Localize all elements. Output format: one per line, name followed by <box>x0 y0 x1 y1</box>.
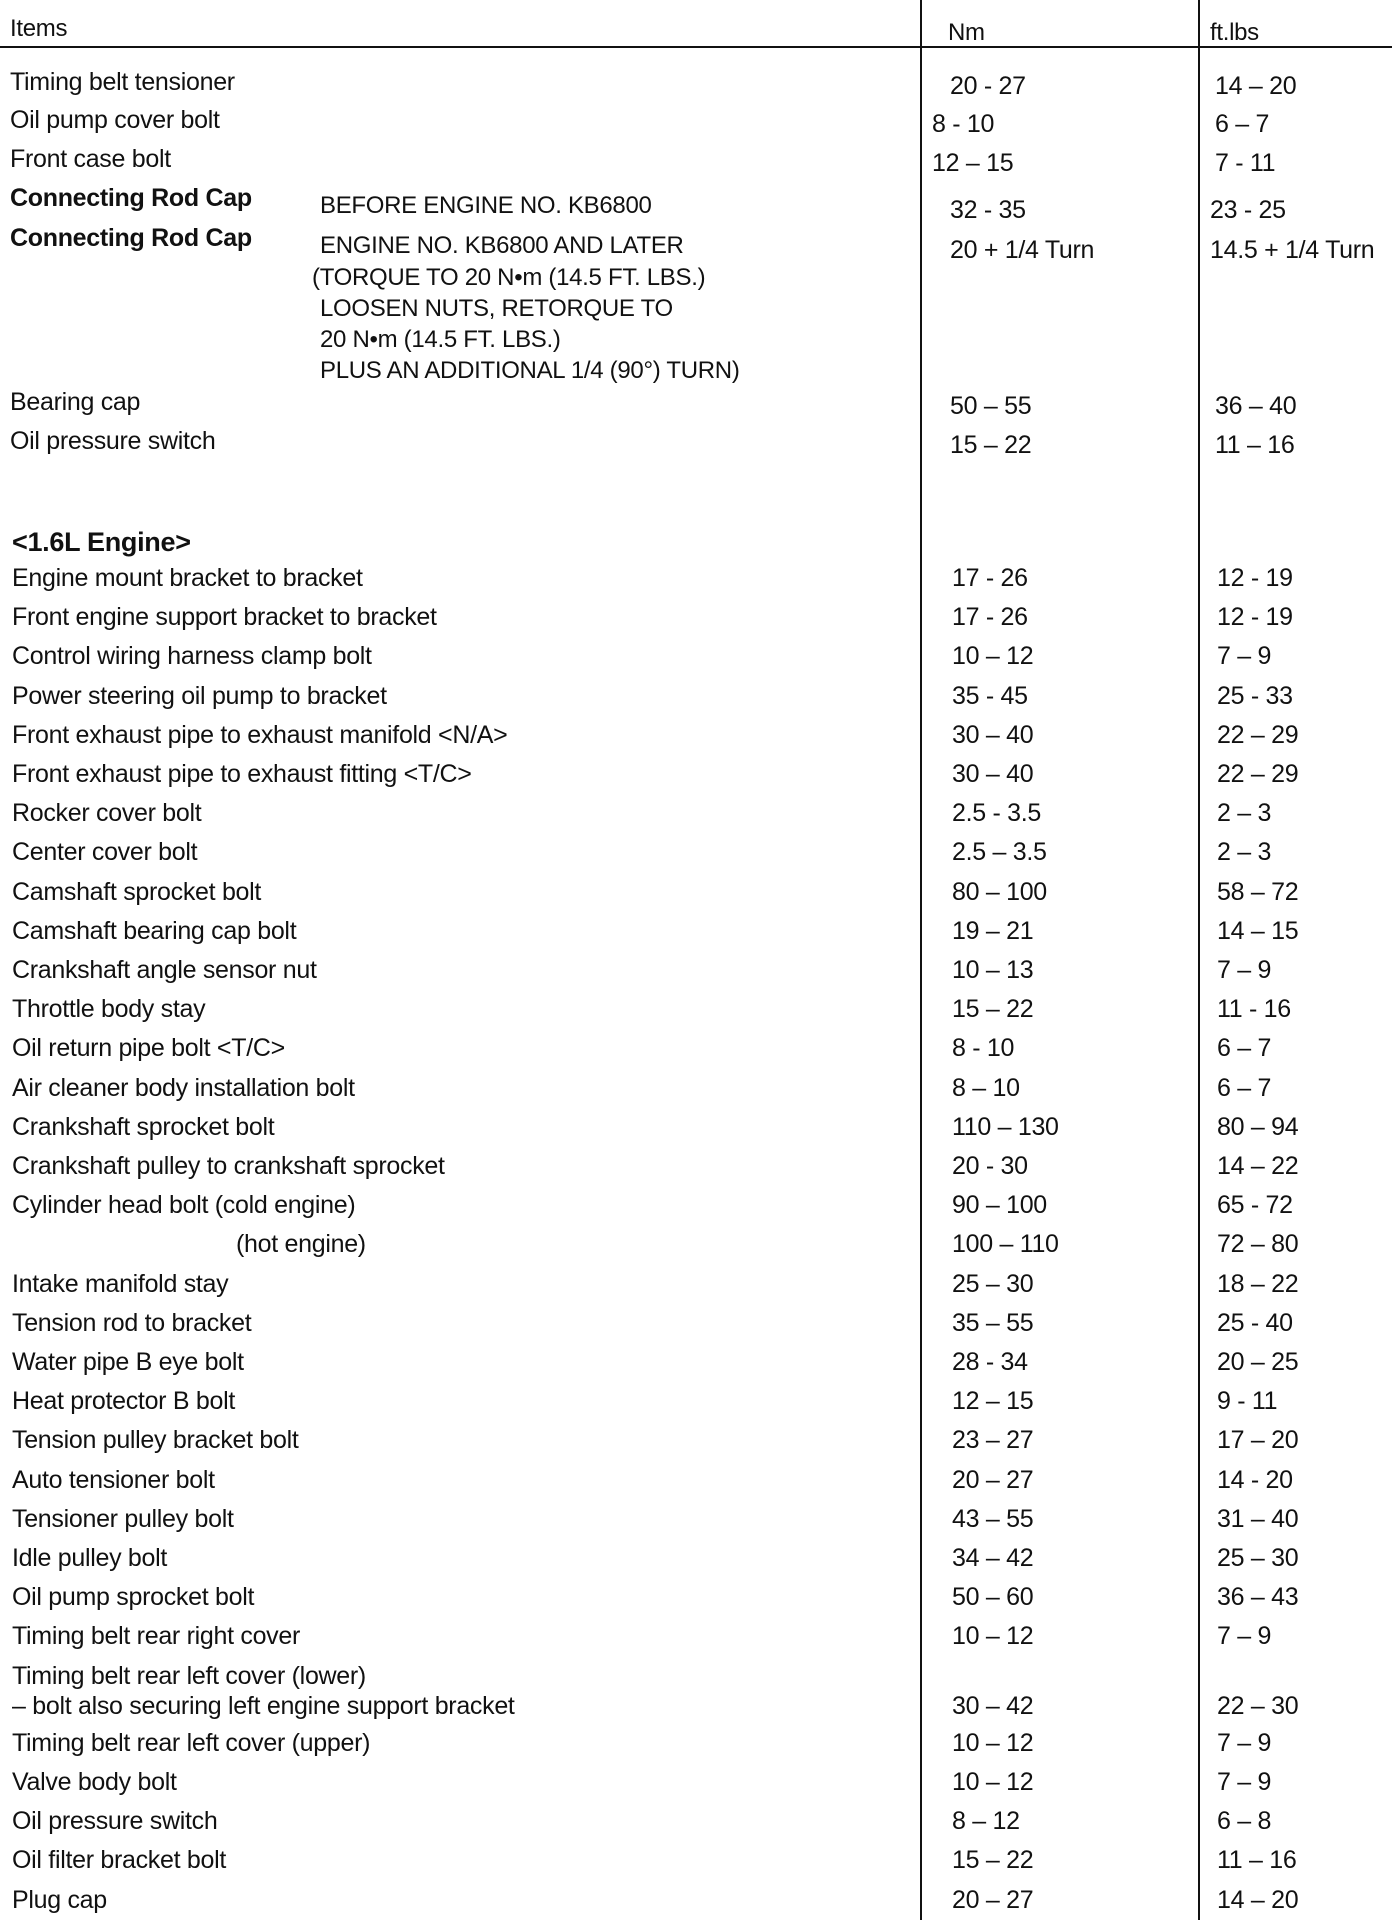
item-label: Connecting Rod Cap <box>10 184 252 212</box>
nm-value: 12 – 15 <box>952 1387 1034 1416</box>
nm-value: 17 - 26 <box>952 603 1028 632</box>
ftlbs-value: 14 – 22 <box>1217 1152 1299 1180</box>
ftlbs-value: 11 – 16 <box>1217 1846 1297 1875</box>
procedure-note: PLUS AN ADDITIONAL 1/4 (90°) TURN) <box>320 357 740 384</box>
nm-value: 8 - 10 <box>932 110 995 138</box>
item-label: Timing belt tensioner <box>10 68 235 96</box>
ftlbs-value: 14 – 20 <box>1215 72 1297 100</box>
item-label: Oil pump cover bolt <box>10 106 220 134</box>
nm-value: 15 – 22 <box>950 431 1032 459</box>
item-label: Cylinder head bolt (cold engine) <box>12 1191 356 1220</box>
ftlbs-value: 36 – 43 <box>1217 1583 1299 1612</box>
item-label: Camshaft sprocket bolt <box>12 877 262 906</box>
item-label: Center cover bolt <box>12 838 198 867</box>
item-label: Timing belt rear right cover <box>12 1622 300 1651</box>
item-label: Camshaft bearing cap bolt <box>12 916 297 945</box>
nm-value: 20 – 27 <box>952 1465 1034 1494</box>
nm-value: 10 – 12 <box>952 642 1034 671</box>
item-label: Crankshaft pulley to crankshaft sprocket <box>12 1152 445 1180</box>
item-label: Water pipe B eye bolt <box>12 1348 244 1376</box>
ftlbs-value: 6 – 7 <box>1215 110 1270 138</box>
nm-value: 90 – 100 <box>952 1191 1047 1220</box>
ftlbs-value: 9 - 11 <box>1217 1387 1278 1416</box>
item-label: Crankshaft sprocket bolt <box>12 1112 275 1141</box>
ftlbs-value: 14 - 20 <box>1217 1465 1293 1494</box>
ftlbs-value: 18 – 22 <box>1217 1269 1299 1298</box>
item-label: Auto tensioner bolt <box>12 1465 215 1494</box>
nm-value: 20 - 27 <box>950 72 1026 100</box>
item-label: Oil pressure switch <box>10 427 216 455</box>
ftlbs-value: 6 – 8 <box>1217 1807 1272 1836</box>
item-label-continued: – bolt also securing left engine support bracket <box>12 1691 515 1720</box>
nm-value: 2.5 - 3.5 <box>952 799 1042 828</box>
ftlbs-value: 7 - 11 <box>1215 149 1276 177</box>
ftlbs-value: 25 - 40 <box>1217 1308 1293 1337</box>
nm-value: 35 - 45 <box>952 681 1028 710</box>
ftlbs-value: 25 - 33 <box>1217 681 1293 710</box>
nm-value: 2.5 – 3.5 <box>952 838 1047 867</box>
header-nm: Nm <box>948 19 985 46</box>
nm-value: 110 – 130 <box>952 1112 1059 1141</box>
ftlbs-value: 22 – 29 <box>1217 720 1299 749</box>
ftlbs-value: 11 – 16 <box>1215 431 1295 459</box>
item-label: Tensioner pulley bolt <box>12 1504 234 1533</box>
header-items: Items <box>10 15 68 42</box>
ftlbs-value: 22 – 29 <box>1217 760 1299 788</box>
ftlbs-value: 72 – 80 <box>1217 1230 1299 1259</box>
item-label: Connecting Rod Cap <box>10 224 252 252</box>
ftlbs-value: 65 - 72 <box>1217 1191 1293 1220</box>
procedure-note: 20 N•m (14.5 FT. LBS.) <box>320 326 561 353</box>
nm-value: 17 - 26 <box>952 564 1028 592</box>
engine-number-note: ENGINE NO. KB6800 AND LATER <box>320 232 684 259</box>
item-label: Timing belt rear left cover (upper) <box>12 1728 371 1757</box>
nm-value: 43 – 55 <box>952 1504 1034 1533</box>
ftlbs-value: 23 - 25 <box>1210 196 1286 224</box>
item-label: Oil filter bracket bolt <box>12 1846 227 1875</box>
item-label: Oil pressure switch <box>12 1807 218 1836</box>
nm-value: 25 – 30 <box>952 1269 1034 1298</box>
ftlbs-value: 14.5 + 1/4 Turn <box>1210 236 1375 264</box>
header-ftlbs: ft.lbs <box>1210 19 1259 46</box>
ftlbs-value: 36 – 40 <box>1215 392 1297 420</box>
ftlbs-value: 2 – 3 <box>1217 838 1272 867</box>
ftlbs-value: 11 - 16 <box>1217 995 1291 1024</box>
nm-value: 35 – 55 <box>952 1308 1034 1337</box>
item-label: Valve body bolt <box>12 1768 177 1796</box>
ftlbs-value: 17 – 20 <box>1217 1426 1299 1455</box>
nm-value: 30 – 40 <box>952 760 1034 788</box>
nm-value: 8 – 12 <box>952 1807 1020 1836</box>
nm-value: 32 - 35 <box>950 196 1026 224</box>
item-label: Power steering oil pump to bracket <box>12 681 387 710</box>
engine-number-note: BEFORE ENGINE NO. KB6800 <box>320 192 652 219</box>
nm-value: 20 - 30 <box>952 1152 1028 1180</box>
item-label: Tension rod to bracket <box>12 1308 252 1337</box>
item-label: Bearing cap <box>10 388 141 416</box>
ftlbs-value: 7 – 9 <box>1217 642 1272 671</box>
item-label: Plug cap <box>12 1885 107 1914</box>
nm-value: 8 - 10 <box>952 1034 1015 1063</box>
item-label: Timing belt rear left cover (lower) <box>12 1661 366 1690</box>
nm-value: 12 – 15 <box>932 149 1014 177</box>
procedure-note: LOOSEN NUTS, RETORQUE TO <box>320 295 673 322</box>
nm-value: 20 – 27 <box>952 1885 1034 1914</box>
item-label: Oil return pipe bolt <T/C> <box>12 1034 285 1063</box>
nm-value: 19 – 21 <box>952 916 1034 945</box>
ftlbs-value: 14 – 20 <box>1217 1885 1299 1914</box>
item-label: Crankshaft angle sensor nut <box>12 956 317 984</box>
nm-value: 30 – 42 <box>952 1691 1034 1720</box>
nm-value: 10 – 12 <box>952 1768 1034 1796</box>
nm-value: 100 – 110 <box>952 1230 1059 1259</box>
item-label: Intake manifold stay <box>12 1269 229 1298</box>
ftlbs-value: 14 – 15 <box>1217 916 1299 945</box>
item-label: Front case bolt <box>10 145 171 173</box>
item-label: Tension pulley bracket bolt <box>12 1426 299 1455</box>
item-label: Oil pump sprocket bolt <box>12 1583 255 1612</box>
item-label: Front exhaust pipe to exhaust fitting <T/C> <box>12 760 472 788</box>
ftlbs-value: 2 – 3 <box>1217 799 1272 828</box>
ftlbs-value: 12 - 19 <box>1217 564 1293 592</box>
ftlbs-value: 22 – 30 <box>1217 1691 1299 1720</box>
nm-value: 23 – 27 <box>952 1426 1034 1455</box>
ftlbs-value: 12 - 19 <box>1217 603 1293 632</box>
item-label: (hot engine) <box>236 1230 366 1259</box>
ftlbs-value: 80 – 94 <box>1217 1112 1299 1141</box>
ftlbs-value: 7 – 9 <box>1217 1622 1272 1651</box>
item-label: Heat protector B bolt <box>12 1387 235 1416</box>
nm-value: 10 – 13 <box>952 956 1034 984</box>
ftlbs-value: 7 – 9 <box>1217 1728 1272 1757</box>
procedure-note: (TORQUE TO 20 N•m (14.5 FT. LBS.) <box>312 264 706 291</box>
nm-value: 50 – 60 <box>952 1583 1034 1612</box>
ftlbs-value: 31 – 40 <box>1217 1504 1299 1533</box>
nm-value: 15 – 22 <box>952 1846 1034 1875</box>
item-label: Control wiring harness clamp bolt <box>12 642 372 671</box>
item-label: Front engine support bracket to bracket <box>12 603 437 632</box>
header-divider <box>0 46 1392 48</box>
ftlbs-value: 6 – 7 <box>1217 1073 1272 1102</box>
nm-value: 8 – 10 <box>952 1073 1020 1102</box>
column-divider-nm <box>920 0 922 1920</box>
nm-value: 30 – 40 <box>952 720 1034 749</box>
ftlbs-value: 7 – 9 <box>1217 1768 1272 1796</box>
ftlbs-value: 6 – 7 <box>1217 1034 1272 1063</box>
item-label: Engine mount bracket to bracket <box>12 564 363 592</box>
ftlbs-value: 7 – 9 <box>1217 956 1272 984</box>
ftlbs-value: 25 – 30 <box>1217 1544 1299 1572</box>
ftlbs-value: 58 – 72 <box>1217 877 1299 906</box>
nm-value: 20 + 1/4 Turn <box>950 236 1095 264</box>
item-label: Throttle body stay <box>12 995 206 1024</box>
item-label: Air cleaner body installation bolt <box>12 1073 355 1102</box>
nm-value: 10 – 12 <box>952 1728 1034 1757</box>
item-label: Rocker cover bolt <box>12 799 202 828</box>
nm-value: 50 – 55 <box>950 392 1032 420</box>
nm-value: 10 – 12 <box>952 1622 1034 1651</box>
section-title: <1.6L Engine> <box>12 527 191 557</box>
nm-value: 28 - 34 <box>952 1348 1028 1376</box>
item-label: Idle pulley bolt <box>12 1544 168 1572</box>
nm-value: 80 – 100 <box>952 877 1047 906</box>
nm-value: 15 – 22 <box>952 995 1034 1024</box>
nm-value: 34 – 42 <box>952 1544 1034 1572</box>
ftlbs-value: 20 – 25 <box>1217 1348 1299 1376</box>
column-divider-ftlbs <box>1198 0 1200 1920</box>
item-label: Front exhaust pipe to exhaust manifold <N/A> <box>12 720 508 749</box>
